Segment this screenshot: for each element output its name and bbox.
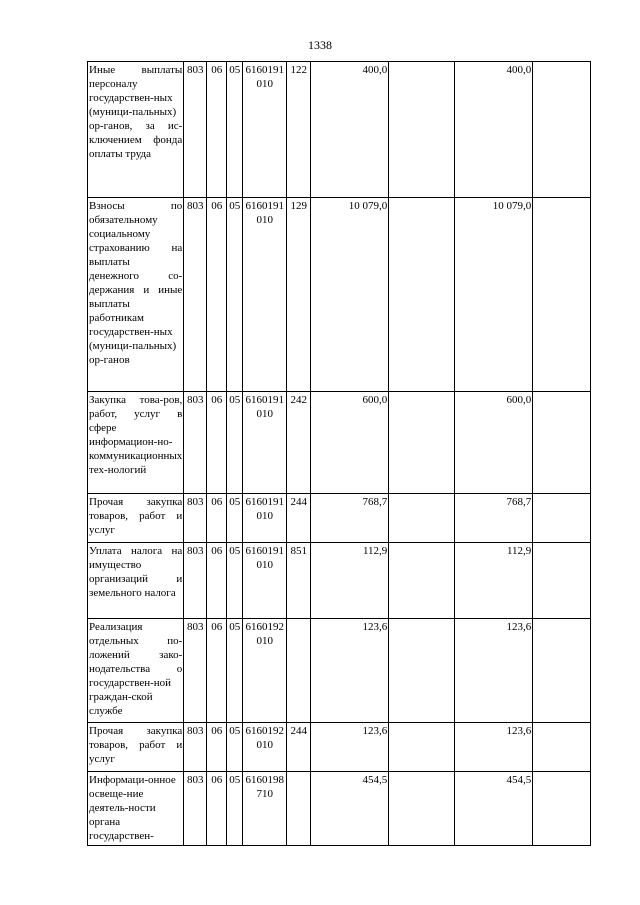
table-row <box>88 62 591 198</box>
empty-cell <box>533 494 591 543</box>
empty-cell <box>389 723 455 772</box>
amount-cell: 454,5 <box>311 772 389 846</box>
subsection-code-cell: 05 <box>227 723 243 772</box>
section-code-cell: 06 <box>207 619 227 723</box>
empty-cell <box>389 619 455 723</box>
expense-type-cell: 122 <box>287 62 311 198</box>
target-article-cell: 6160198710 <box>243 772 287 846</box>
target-article-cell: 6160192010 <box>243 619 287 723</box>
amount-total-cell: 600,0 <box>455 392 533 494</box>
amount-cell: 600,0 <box>311 392 389 494</box>
section-code-cell: 06 <box>207 62 227 198</box>
ministry-code-cell: 803 <box>184 619 207 723</box>
amount-cell: 123,6 <box>311 723 389 772</box>
empty-cell <box>389 772 455 846</box>
expense-type-cell: 244 <box>287 494 311 543</box>
row-name-cell: Информаци-онное освеще-ние деятель-ности органа государствен- <box>88 772 184 846</box>
ministry-code-cell: 803 <box>184 62 207 198</box>
subsection-code-cell: 05 <box>227 62 243 198</box>
row-name-cell: Взносы по обязательному социальному страхованию на выплаты денежного со-держания и иные выплаты работникам государствен-ных (муници-пальных) ор-ганов <box>88 198 184 392</box>
section-code-cell: 06 <box>207 198 227 392</box>
amount-total-cell: 123,6 <box>455 619 533 723</box>
subsection-code-cell: 05 <box>227 619 243 723</box>
subsection-code-cell: 05 <box>227 543 243 619</box>
expense-type-cell <box>287 772 311 846</box>
section-code-cell: 06 <box>207 772 227 846</box>
expense-type-cell: 242 <box>287 392 311 494</box>
section-code-cell: 06 <box>207 494 227 543</box>
empty-cell <box>533 619 591 723</box>
ministry-code-cell: 803 <box>184 198 207 392</box>
amount-total-cell: 112,9 <box>455 543 533 619</box>
amount-total-cell: 10 079,0 <box>455 198 533 392</box>
amount-cell: 123,6 <box>311 619 389 723</box>
target-article-cell: 6160192010 <box>243 723 287 772</box>
target-article-cell: 6160191010 <box>243 198 287 392</box>
amount-total-cell: 454,5 <box>455 772 533 846</box>
empty-cell <box>389 494 455 543</box>
amount-total-cell: 123,6 <box>455 723 533 772</box>
target-article-cell: 6160191010 <box>243 392 287 494</box>
empty-cell <box>533 392 591 494</box>
row-name-cell: Уплата налога на имущество организаций и земельного налога <box>88 543 184 619</box>
row-name-cell: Иные выплаты персоналу государствен-ных (муници-пальных) ор-ганов, за ис-ключением фонда оплаты труда <box>88 62 184 198</box>
amount-total-cell: 768,7 <box>455 494 533 543</box>
subsection-code-cell: 05 <box>227 494 243 543</box>
target-article-cell: 6160191010 <box>243 543 287 619</box>
table-row <box>88 619 591 723</box>
page-number: 1338 <box>308 38 332 52</box>
target-article-cell: 6160191010 <box>243 62 287 198</box>
row-name-cell: Реализация отдельных по-ложений зако-нодательства о государствен-ной граждан-ской службе <box>88 619 184 723</box>
table-row <box>88 198 591 392</box>
empty-cell <box>389 543 455 619</box>
empty-cell <box>389 198 455 392</box>
ministry-code-cell: 803 <box>184 723 207 772</box>
amount-cell: 768,7 <box>311 494 389 543</box>
empty-cell <box>533 62 591 198</box>
amount-total-cell: 400,0 <box>455 62 533 198</box>
table-row <box>88 723 591 772</box>
amount-cell: 10 079,0 <box>311 198 389 392</box>
ministry-code-cell: 803 <box>184 543 207 619</box>
empty-cell <box>533 772 591 846</box>
expense-type-cell: 851 <box>287 543 311 619</box>
ministry-code-cell: 803 <box>184 392 207 494</box>
empty-cell <box>389 392 455 494</box>
subsection-code-cell: 05 <box>227 198 243 392</box>
table-row <box>88 543 591 619</box>
row-name-cell: Прочая закупка товаров, работ и услуг <box>88 723 184 772</box>
amount-cell: 400,0 <box>311 62 389 198</box>
expense-type-cell: 129 <box>287 198 311 392</box>
expense-type-cell <box>287 619 311 723</box>
table-row <box>88 772 591 846</box>
table-row <box>88 494 591 543</box>
ministry-code-cell: 803 <box>184 772 207 846</box>
table-body <box>88 62 591 846</box>
table-row <box>88 392 591 494</box>
empty-cell <box>533 723 591 772</box>
empty-cell <box>533 543 591 619</box>
expense-type-cell: 244 <box>287 723 311 772</box>
budget-table <box>87 61 591 846</box>
subsection-code-cell: 05 <box>227 772 243 846</box>
section-code-cell: 06 <box>207 543 227 619</box>
row-name-cell: Прочая закупка товаров, работ и услуг <box>88 494 184 543</box>
empty-cell <box>533 198 591 392</box>
section-code-cell: 06 <box>207 392 227 494</box>
empty-cell <box>389 62 455 198</box>
ministry-code-cell: 803 <box>184 494 207 543</box>
subsection-code-cell: 05 <box>227 392 243 494</box>
section-code-cell: 06 <box>207 723 227 772</box>
target-article-cell: 6160191010 <box>243 494 287 543</box>
amount-cell: 112,9 <box>311 543 389 619</box>
row-name-cell: Закупка това-ров, работ, услуг в сфере информацион-но-коммуникационных тех-нологий <box>88 392 184 494</box>
